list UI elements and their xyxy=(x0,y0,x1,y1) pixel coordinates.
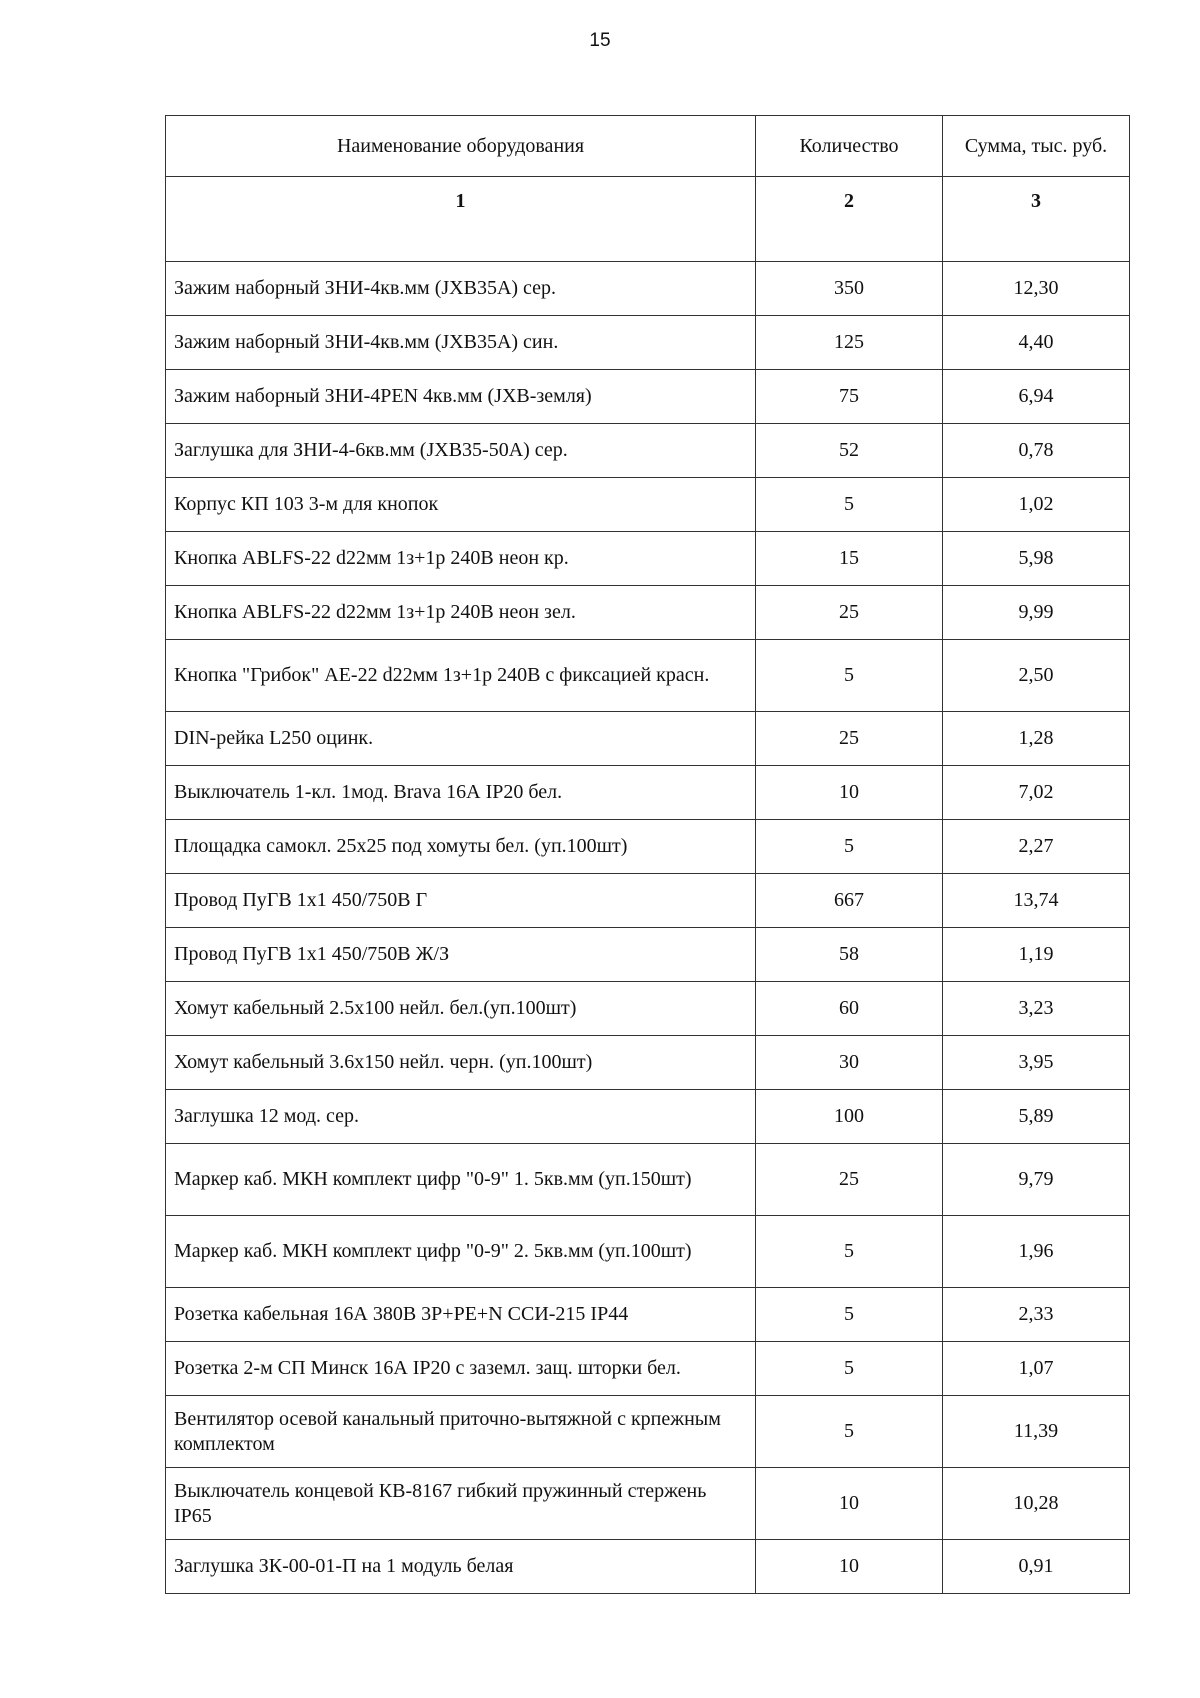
cell-name: Провод ПуГВ 1х1 450/750В Ж/З xyxy=(166,928,756,982)
cell-sum: 2,27 xyxy=(943,820,1130,874)
cell-quantity: 75 xyxy=(756,370,943,424)
cell-sum: 1,02 xyxy=(943,478,1130,532)
cell-quantity: 60 xyxy=(756,982,943,1036)
cell-sum: 1,07 xyxy=(943,1342,1130,1396)
table-row xyxy=(166,1396,1130,1468)
table-row xyxy=(166,1540,1130,1594)
cell-sum: 3,23 xyxy=(943,982,1130,1036)
cell-quantity: 52 xyxy=(756,424,943,478)
cell-quantity: 5 xyxy=(756,1396,943,1468)
table-row xyxy=(166,1342,1130,1396)
cell-quantity: 25 xyxy=(756,1144,943,1216)
table-row xyxy=(166,532,1130,586)
cell-name: Заглушка 12 мод. сер. xyxy=(166,1090,756,1144)
equipment-table xyxy=(165,115,1130,1594)
table-header-row xyxy=(166,116,1130,177)
cell-sum: 1,96 xyxy=(943,1216,1130,1288)
table-row xyxy=(166,424,1130,478)
cell-sum: 0,78 xyxy=(943,424,1130,478)
cell-quantity: 30 xyxy=(756,1036,943,1090)
cell-quantity: 10 xyxy=(756,1540,943,1594)
cell-sum: 3,95 xyxy=(943,1036,1130,1090)
cell-name: Кнопка ABLFS-22 d22мм 1з+1р 240В неон кр. xyxy=(166,532,756,586)
table-row xyxy=(166,1036,1130,1090)
cell-sum: 1,19 xyxy=(943,928,1130,982)
table-row xyxy=(166,820,1130,874)
table-row xyxy=(166,478,1130,532)
cell-quantity: 350 xyxy=(756,262,943,316)
table-row xyxy=(166,1144,1130,1216)
cell-quantity: 5 xyxy=(756,478,943,532)
cell-quantity: 10 xyxy=(756,1468,943,1540)
table-row xyxy=(166,1090,1130,1144)
cell-name: Кнопка "Грибок" AE-22 d22мм 1з+1р 240В с фиксацией красн. xyxy=(166,640,756,712)
cell-name: Маркер каб. МКН комплект цифр "0-9" 2. 5кв.мм (уп.100шт) xyxy=(166,1216,756,1288)
table-row xyxy=(166,640,1130,712)
cell-name: Розетка 2-м СП Минск 16А IP20 с заземл. защ. шторки бел. xyxy=(166,1342,756,1396)
table-row xyxy=(166,316,1130,370)
header-quantity: Количество xyxy=(756,116,943,177)
cell-quantity: 100 xyxy=(756,1090,943,1144)
header-name: Наименование оборудования xyxy=(166,116,756,177)
cell-sum: 1,28 xyxy=(943,712,1130,766)
cell-quantity: 5 xyxy=(756,820,943,874)
cell-quantity: 25 xyxy=(756,586,943,640)
header-sum: Сумма, тыс. руб. xyxy=(943,116,1130,177)
page-number: 15 xyxy=(589,30,611,51)
cell-name: Зажим наборный ЗНИ-4кв.мм (JXB35A) сер. xyxy=(166,262,756,316)
cell-quantity: 15 xyxy=(756,532,943,586)
cell-name: Хомут кабельный 2.5х100 нейл. бел.(уп.100шт) xyxy=(166,982,756,1036)
table-row xyxy=(166,982,1130,1036)
cell-name: Маркер каб. МКН комплект цифр "0-9" 1. 5кв.мм (уп.150шт) xyxy=(166,1144,756,1216)
cell-sum: 11,39 xyxy=(943,1396,1130,1468)
cell-sum: 6,94 xyxy=(943,370,1130,424)
cell-sum: 5,98 xyxy=(943,532,1130,586)
column-number-2: 2 xyxy=(756,177,943,262)
cell-sum: 0,91 xyxy=(943,1540,1130,1594)
cell-quantity: 667 xyxy=(756,874,943,928)
cell-name: DIN-рейка L250 оцинк. xyxy=(166,712,756,766)
cell-quantity: 5 xyxy=(756,1216,943,1288)
cell-quantity: 5 xyxy=(756,640,943,712)
cell-quantity: 5 xyxy=(756,1342,943,1396)
cell-sum: 10,28 xyxy=(943,1468,1130,1540)
cell-sum: 7,02 xyxy=(943,766,1130,820)
column-number-3: 3 xyxy=(943,177,1130,262)
cell-name: Провод ПуГВ 1х1 450/750В Г xyxy=(166,874,756,928)
cell-sum: 4,40 xyxy=(943,316,1130,370)
cell-name: Кнопка ABLFS-22 d22мм 1з+1р 240В неон зел. xyxy=(166,586,756,640)
cell-name: Хомут кабельный 3.6х150 нейл. черн. (уп.100шт) xyxy=(166,1036,756,1090)
cell-name: Выключатель 1-кл. 1мод. Brava 16А IP20 бел. xyxy=(166,766,756,820)
cell-sum: 2,33 xyxy=(943,1288,1130,1342)
cell-name: Розетка кабельная 16А 380В 3Р+РЕ+N ССИ-215 IP44 xyxy=(166,1288,756,1342)
cell-quantity: 5 xyxy=(756,1288,943,1342)
cell-sum: 13,74 xyxy=(943,874,1130,928)
cell-name: Площадка самокл. 25х25 под хомуты бел. (уп.100шт) xyxy=(166,820,756,874)
table-row xyxy=(166,874,1130,928)
table-row xyxy=(166,766,1130,820)
table-row xyxy=(166,1288,1130,1342)
column-number-row xyxy=(166,177,1130,262)
cell-name: Зажим наборный ЗНИ-4PEN 4кв.мм (JXB-земля) xyxy=(166,370,756,424)
cell-quantity: 25 xyxy=(756,712,943,766)
table-row xyxy=(166,712,1130,766)
table-row xyxy=(166,928,1130,982)
table-row xyxy=(166,1468,1130,1540)
cell-quantity: 10 xyxy=(756,766,943,820)
cell-name: Вентилятор осевой канальный приточно-вытяжной с крпежным комплектом xyxy=(166,1396,756,1468)
cell-sum: 2,50 xyxy=(943,640,1130,712)
cell-name: Заглушка ЗК-00-01-П на 1 модуль белая xyxy=(166,1540,756,1594)
cell-quantity: 125 xyxy=(756,316,943,370)
cell-quantity: 58 xyxy=(756,928,943,982)
table-row xyxy=(166,586,1130,640)
cell-sum: 9,79 xyxy=(943,1144,1130,1216)
cell-name: Зажим наборный ЗНИ-4кв.мм (JXB35A) син. xyxy=(166,316,756,370)
cell-sum: 5,89 xyxy=(943,1090,1130,1144)
column-number-1: 1 xyxy=(166,177,756,262)
table-row xyxy=(166,262,1130,316)
cell-name: Выключатель концевой КВ-8167 гибкий пружинный стержень IP65 xyxy=(166,1468,756,1540)
table-row xyxy=(166,370,1130,424)
cell-name: Заглушка для ЗНИ-4-6кв.мм (JXB35-50A) сер. xyxy=(166,424,756,478)
cell-sum: 9,99 xyxy=(943,586,1130,640)
cell-name: Корпус КП 103 3-м для кнопок xyxy=(166,478,756,532)
cell-sum: 12,30 xyxy=(943,262,1130,316)
table-row xyxy=(166,1216,1130,1288)
